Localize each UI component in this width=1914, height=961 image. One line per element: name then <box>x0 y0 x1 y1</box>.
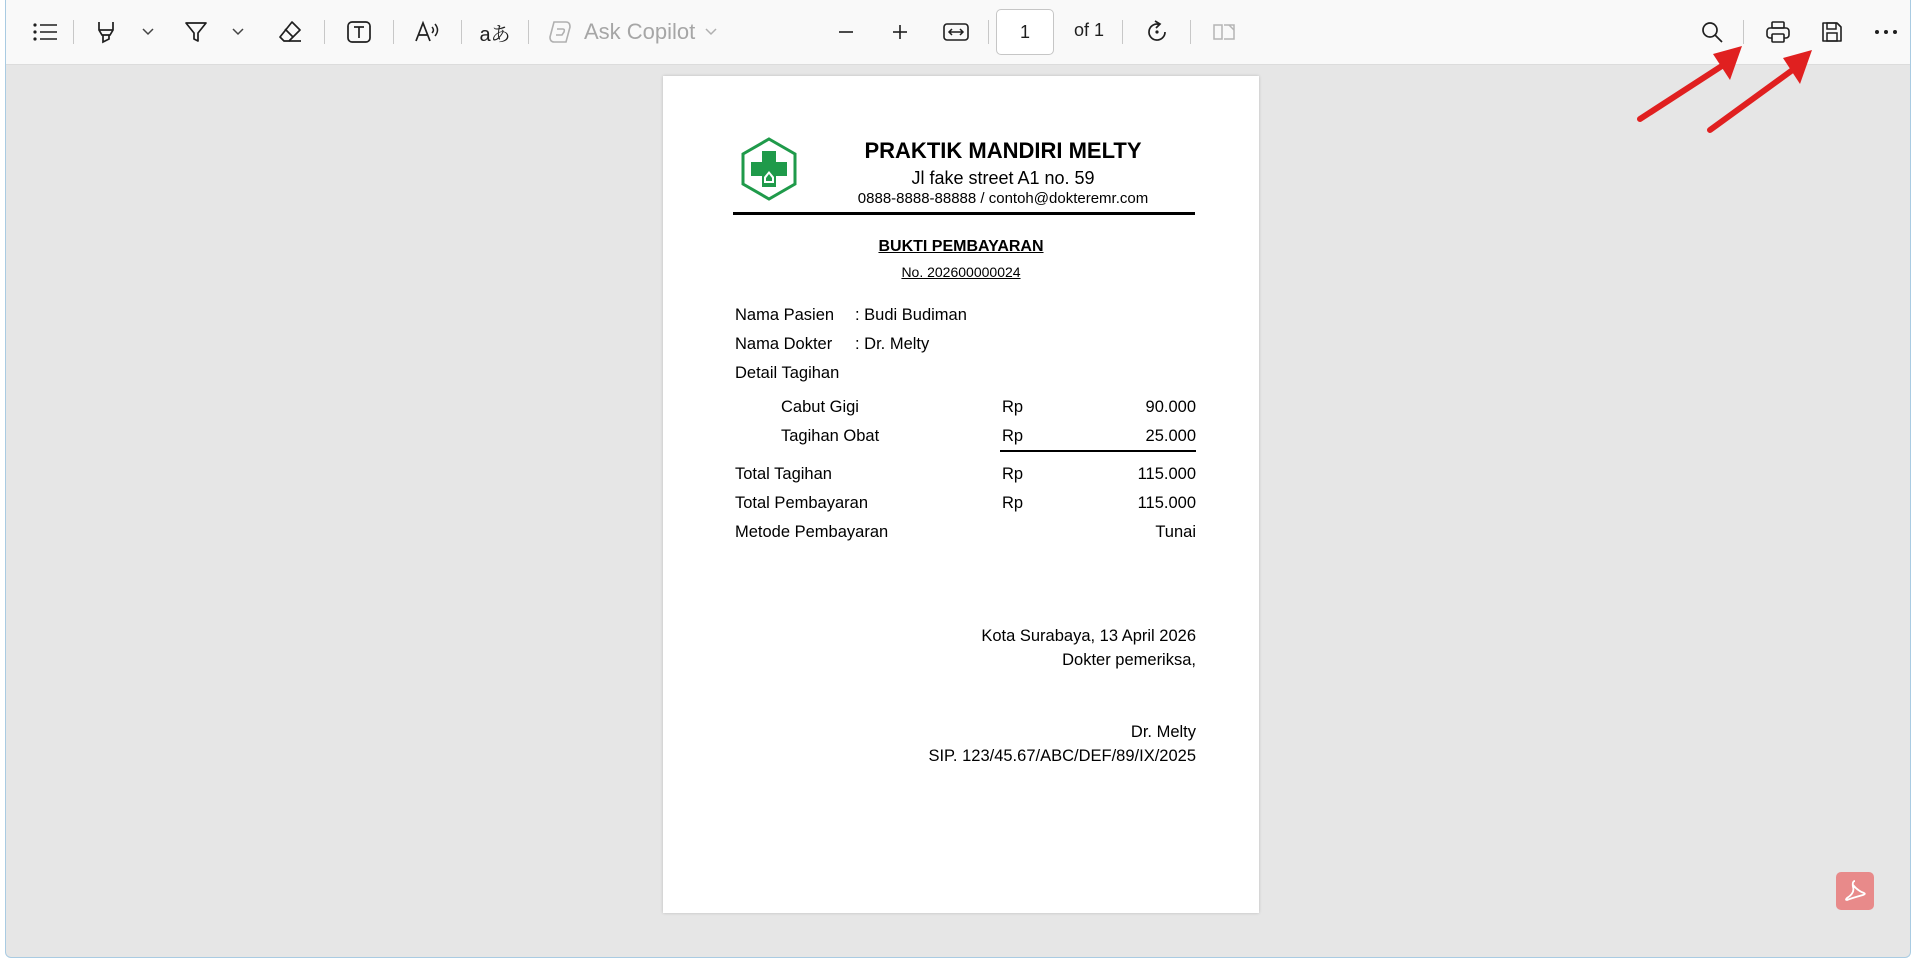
contents-button[interactable] <box>21 14 69 50</box>
chevron-down-icon <box>142 28 154 36</box>
receipt-number: No. 202600000024 <box>901 264 1021 280</box>
read-aloud-button[interactable] <box>407 14 449 50</box>
clinic-contact: 0888-8888-88888 / contoh@dokteremr.com <box>857 190 1149 207</box>
page-number-value: 1 <box>1019 21 1030 42</box>
pdf-toolbar <box>6 0 1910 65</box>
rotate-button[interactable] <box>1137 14 1177 50</box>
patient-label: Nama Pasien <box>735 306 835 324</box>
doctor-value: : Dr. Melty <box>855 335 930 353</box>
zoom-in-button[interactable] <box>880 14 920 50</box>
arrowhead-icon <box>1713 46 1742 80</box>
erase-button[interactable] <box>270 14 310 50</box>
total-paid-label: Total Pembayaran <box>735 494 868 512</box>
place-date: Kota Surabaya, 13 April 2026 <box>981 627 1196 645</box>
fit-to-width-button[interactable] <box>934 14 978 50</box>
pen-icon <box>183 19 209 45</box>
item-name: Cabut Gigi <box>781 398 859 416</box>
add-text-button[interactable] <box>339 14 379 50</box>
copilot-icon <box>546 19 574 45</box>
draw-button[interactable] <box>176 14 216 50</box>
arrowhead-icon <box>1783 50 1812 84</box>
list-icon <box>32 22 58 42</box>
toolbar-divider <box>73 20 74 44</box>
item-currency: Rp <box>1002 398 1024 416</box>
chevron-down-icon <box>705 28 717 36</box>
subtotal-rule <box>1000 450 1196 452</box>
copilot-label: Ask Copilot <box>584 19 696 44</box>
detail-label: Detail Tagihan <box>735 364 840 382</box>
pdf-page <box>663 76 1259 913</box>
acrobat-badge[interactable] <box>1836 872 1874 910</box>
toolbar-divider <box>1122 20 1123 44</box>
read-aloud-icon <box>414 19 442 45</box>
more-options-button[interactable] <box>1866 14 1906 50</box>
signer-sip: SIP. 123/45.67/ABC/DEF/89/IX/2025 <box>928 747 1196 765</box>
highlight-button[interactable] <box>86 14 126 50</box>
toolbar-divider <box>324 20 325 44</box>
doctor-label: Nama Dokter <box>735 335 833 353</box>
clinic-address: Jl fake street A1 no. 59 <box>911 168 1095 188</box>
item-amount: 25.000 <box>1145 427 1196 445</box>
toolbar-divider <box>988 20 989 44</box>
clinic-name: PRAKTIK MANDIRI MELTY <box>864 138 1142 163</box>
page-view-button[interactable] <box>1204 14 1244 50</box>
zoom-out-button[interactable] <box>826 14 866 50</box>
print-pointer-arrow <box>1640 62 1728 119</box>
acrobat-icon <box>1842 878 1868 904</box>
page-count-label: of 1 <box>1074 20 1105 40</box>
highlight-options-dropdown[interactable] <box>130 14 166 50</box>
fit-width-icon <box>943 21 969 43</box>
translate-icon: aあ <box>479 23 511 46</box>
item-currency: Rp <box>1002 427 1024 445</box>
patient-value: : Budi Budiman <box>855 306 967 324</box>
toolbar-divider <box>528 20 529 44</box>
item-amount: 90.000 <box>1145 398 1196 416</box>
payment-method-value: Tunai <box>1155 523 1196 541</box>
toolbar-divider <box>1190 20 1191 44</box>
eraser-icon <box>277 19 303 45</box>
minus-icon <box>837 23 855 41</box>
signer-role: Dokter pemeriksa, <box>1062 651 1196 669</box>
translate-button[interactable] <box>474 14 516 50</box>
page-number-input[interactable] <box>996 9 1054 55</box>
toolbar-divider <box>461 20 462 44</box>
total-paid-currency: Rp <box>1002 494 1024 512</box>
clinic-logo <box>740 137 798 201</box>
save-pointer-arrow <box>1710 66 1798 130</box>
total-bill-amount: 115.000 <box>1137 465 1196 483</box>
receipt-title: BUKTI PEMBAYARAN <box>878 238 1044 255</box>
header-rule <box>733 212 1195 215</box>
signer-name: Dr. Melty <box>1130 723 1196 741</box>
total-bill-label: Total Tagihan <box>735 465 832 483</box>
rotate-icon <box>1144 19 1170 45</box>
plus-icon <box>891 23 909 41</box>
highlighter-icon <box>93 19 119 45</box>
total-paid-amount: 115.000 <box>1137 494 1196 512</box>
item-name: Tagihan Obat <box>781 427 880 445</box>
page-view-icon <box>1211 21 1237 43</box>
draw-options-dropdown[interactable] <box>220 14 256 50</box>
chevron-down-icon <box>232 28 244 36</box>
text-box-icon <box>346 19 372 45</box>
toolbar-divider <box>393 20 394 44</box>
annotation-arrows <box>1630 40 1870 140</box>
total-bill-currency: Rp <box>1002 465 1024 483</box>
ask-copilot-button[interactable] <box>546 14 728 50</box>
more-icon <box>1874 29 1898 35</box>
pdf-viewer-window <box>5 0 1911 958</box>
payment-method-label: Metode Pembayaran <box>735 523 889 541</box>
